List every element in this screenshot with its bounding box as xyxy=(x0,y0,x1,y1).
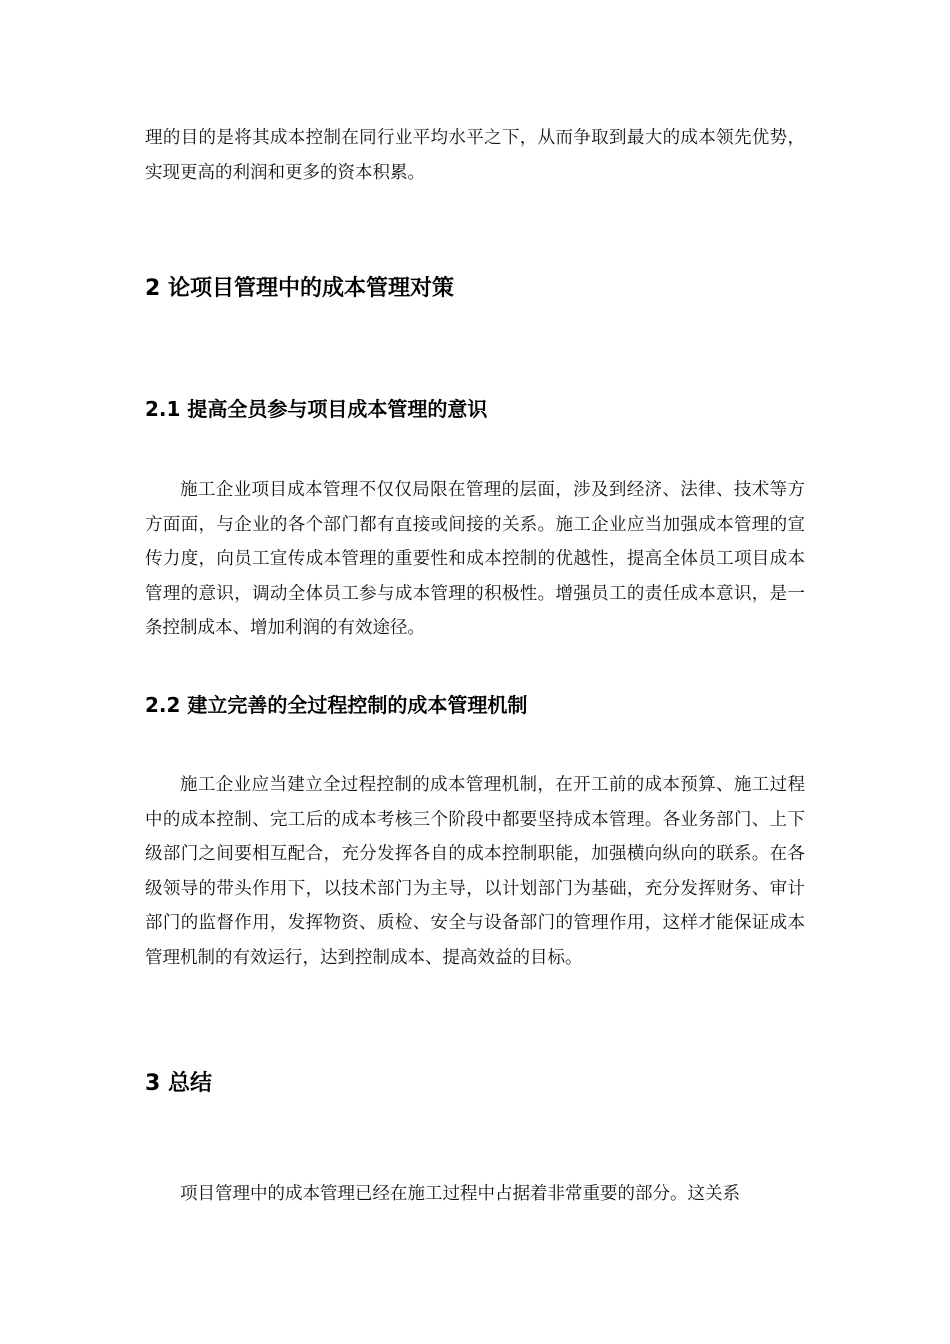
section-2-1-paragraph: 施工企业项目成本管理不仅仅局限在管理的层面，涉及到经济、法律、技术等方方面面，与企业的各个部门都有直接或间接的关系。施工企业应当加强成本管理的宣传力度，向员工宣传成本管理的重要性和成本控制的优越性，提高全体员工项目成本管理的意识，调动全体员工参与成本管理的积极性。增强员工的责任成本意识，是一条控制成本、增加利润的有效途径。 xyxy=(145,480,805,638)
section-2-heading: 2 论项目管理中的成本管理对策 xyxy=(145,276,454,301)
section-3-paragraph: 项目管理中的成本管理已经在施工过程中占据着非常重要的部分。这关系 xyxy=(180,1184,740,1204)
section-2-1-heading: 2.1 提高全员参与项目成本管理的意识 xyxy=(145,397,488,421)
section-3-heading: 3 总结 xyxy=(145,1071,212,1096)
section-2-2-paragraph: 施工企业应当建立全过程控制的成本管理机制，在开工前的成本预算、施工过程中的成本控制、完工后的成本考核三个阶段中都要坚持成本管理。各业务部门、上下级部门之间要相互配合，充分发挥各自的成本控制职能，加强横向纵向的联系。在各级领导的带头作用下，以技术部门为主导，以计划部门为基础，充分发挥财务、审计部门的监督作用，发挥物资、质检、安全与设备部门的管理作用，这样才能保证成本管理机制的有效运行，达到控制成本、提高效益的目标。 xyxy=(145,775,805,968)
intro-paragraph: 理的目的是将其成本控制在同行业平均水平之下，从而争取到最大的成本领先优势，实现更高的利润和更多的资本积累。 xyxy=(145,128,805,183)
section-2-2-heading: 2.2 建立完善的全过程控制的成本管理机制 xyxy=(145,693,528,717)
